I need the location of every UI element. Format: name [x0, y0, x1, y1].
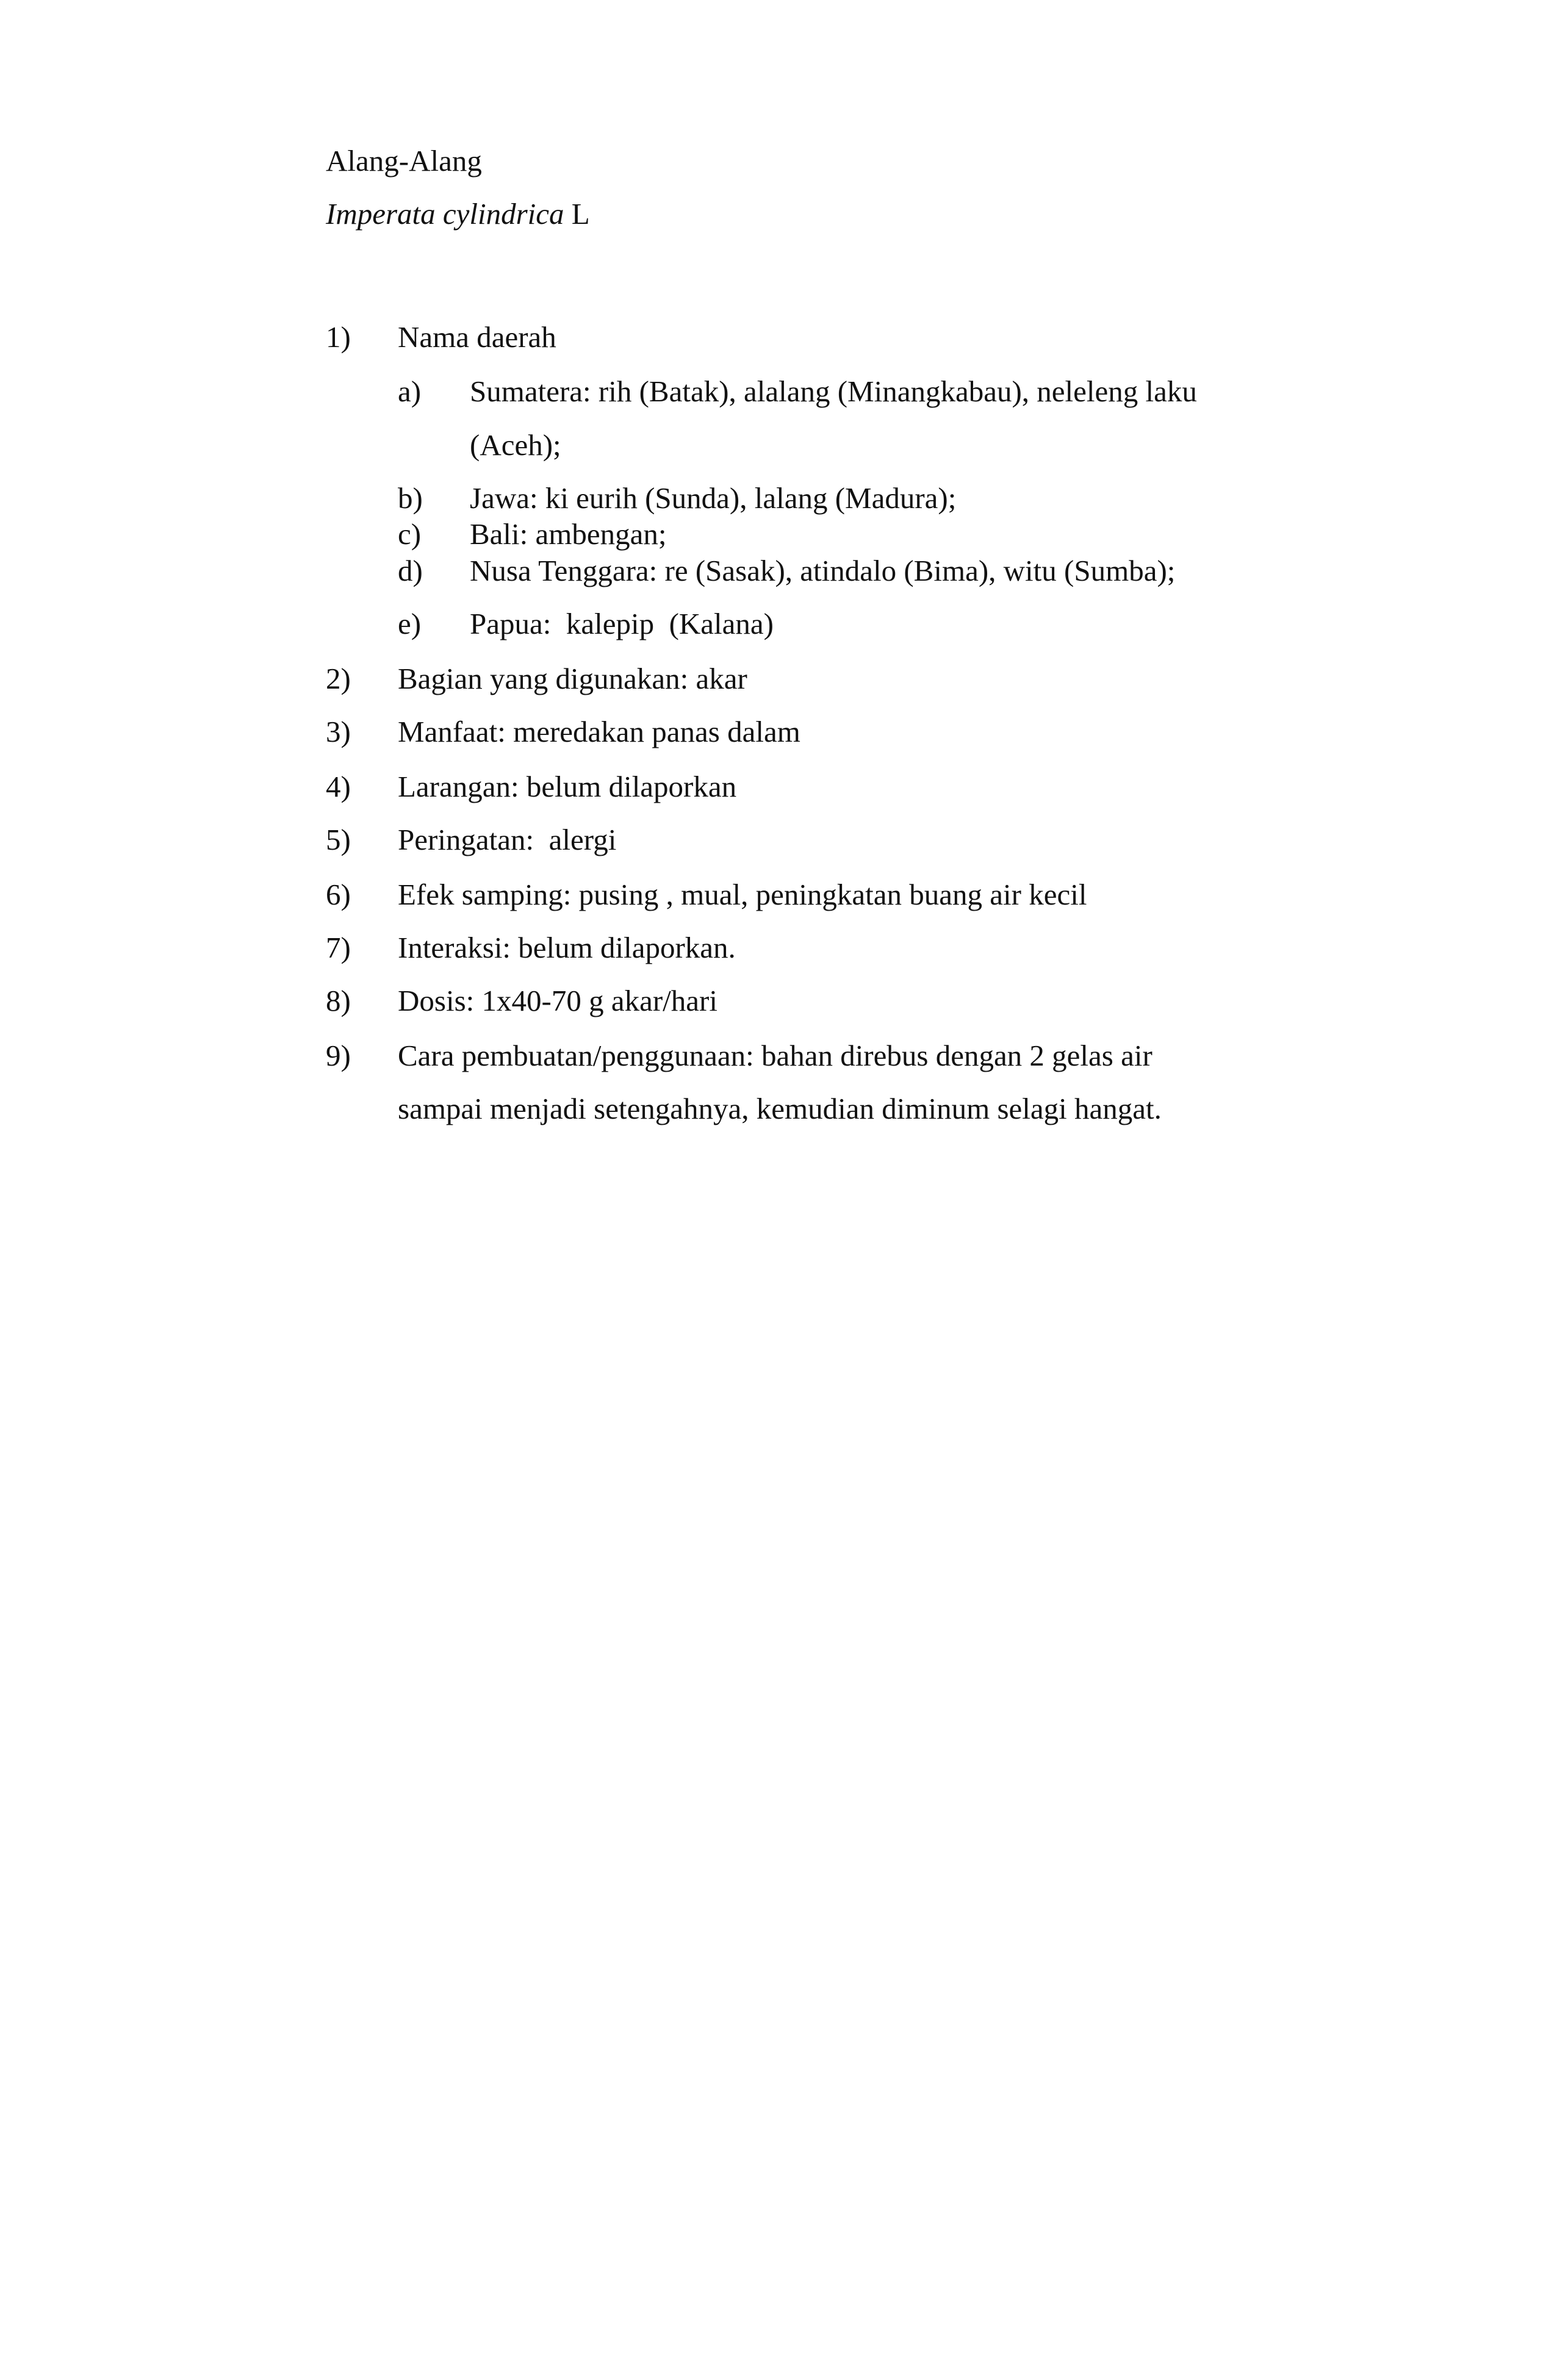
subitem-text: Papua: kalepip (Kalana) — [470, 607, 774, 640]
latin-name-line — [326, 196, 590, 232]
item-number: 3) — [326, 715, 351, 748]
item-number: 6) — [326, 878, 351, 911]
item-text: Manfaat: meredakan panas dalam — [398, 715, 800, 748]
item-text-continued: sampai menjadi setengahnya, kemudian diminum selagi hangat. — [398, 1092, 1162, 1125]
subitem-letter: e) — [398, 607, 422, 640]
subitem-letter: a) — [398, 375, 422, 408]
subitem-text: Nusa Tenggara: re (Sasak), atindalo (Bima), witu (Sumba); — [470, 554, 1176, 587]
item-text: Efek samping: pusing , mual, peningkatan buang air kecil — [398, 878, 1087, 911]
item-text: Peringatan: alergi — [398, 823, 617, 856]
item-text: Larangan: belum dilaporkan — [398, 770, 737, 803]
item-text: Nama daerah — [398, 320, 556, 354]
subitem-letter: d) — [398, 554, 423, 587]
subitem-letter: b) — [398, 481, 423, 515]
subitem-text: (Aceh); — [470, 428, 561, 462]
subitem-text: Bali: ambengan; — [470, 517, 667, 551]
item-text: Cara pembuatan/penggunaan: bahan direbus dengan 2 gelas air — [398, 1039, 1152, 1072]
item-text: Dosis: 1x40-70 g akar/hari — [398, 984, 717, 1017]
item-number: 5) — [326, 823, 351, 856]
item-number: 9) — [326, 1039, 351, 1072]
subitem-text: Sumatera: rih (Batak), alalang (Minangkabau), neleleng laku — [470, 375, 1197, 408]
latin-author: L — [571, 197, 590, 231]
item-number: 7) — [326, 931, 351, 964]
item-number: 4) — [326, 770, 351, 803]
item-number: 8) — [326, 984, 351, 1017]
subitem-text: Jawa: ki eurih (Sunda), lalang (Madura); — [470, 481, 957, 515]
plant-title: Alang-Alang — [326, 144, 482, 177]
latin-name: Imperata cylindrica — [326, 197, 564, 231]
item-text: Interaksi: belum dilaporkan. — [398, 931, 736, 964]
item-text: Bagian yang digunakan: akar — [398, 662, 747, 695]
item-number: 2) — [326, 662, 351, 695]
subitem-letter: c) — [398, 517, 422, 551]
item-number: 1) — [326, 320, 351, 354]
